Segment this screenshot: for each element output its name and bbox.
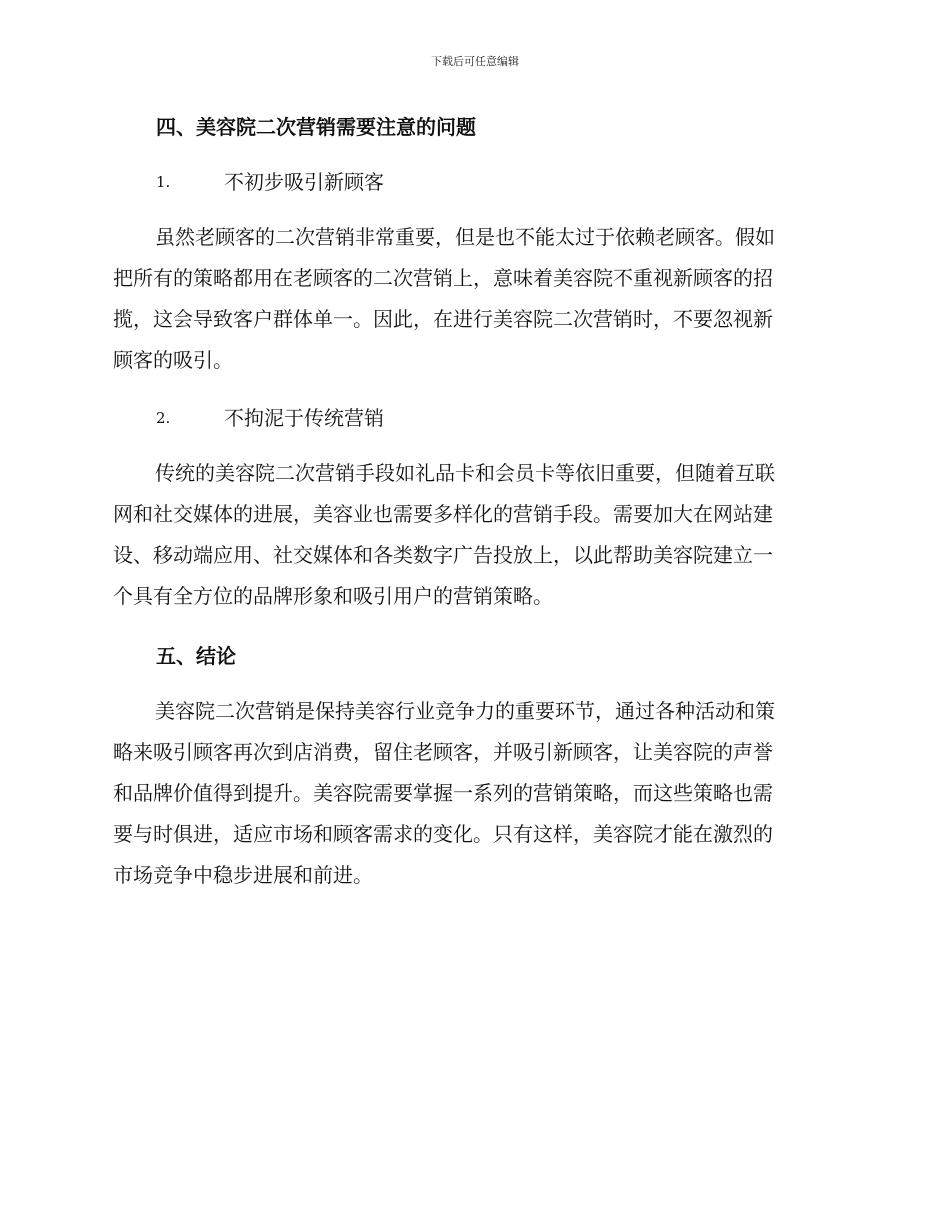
list-item-number: 1. xyxy=(156,173,171,191)
section-heading-4: 四、美容院二次营销需要注意的问题 xyxy=(156,115,476,139)
list-item-title: 不初步吸引新顾客 xyxy=(224,170,384,194)
paragraph-line: 虽然老顾客的二次营销非常重要，但是也不能太过于依赖老顾客。假如 xyxy=(155,225,775,249)
paragraph-line: 传统的美容院二次营销手段如礼品卡和会员卡等依旧重要，但随着互联 xyxy=(155,461,775,485)
paragraph-digital-marketing xyxy=(113,453,831,617)
paragraph-line: 设、移动端应用、社交媒体和各类数字广告投放上，以此帮助美容院建立一 xyxy=(113,543,773,567)
list-item-number: 2. xyxy=(156,409,171,427)
section-heading-5: 五、结论 xyxy=(156,644,236,668)
paragraph-line: 要与时俱进，适应市场和顾客需求的变化。只有这样，美容院才能在激烈的 xyxy=(113,822,773,846)
list-item-title: 不拘泥于传统营销 xyxy=(224,406,384,430)
paragraph-line: 顾客的吸引。 xyxy=(113,348,233,372)
paragraph-line: 网和社交媒体的进展，美容业也需要多样化的营销手段。需要加大在网站建 xyxy=(113,502,773,526)
paragraph-line: 和品牌价值得到提升。美容院需要掌握一系列的营销策略，而这些策略也需 xyxy=(113,781,773,805)
paragraph-line: 个具有全方位的品牌形象和吸引用户的营销策略。 xyxy=(113,584,553,608)
paragraph-line: 揽，这会导致客户群体单一。因此，在进行美容院二次营销时，不要忽视新 xyxy=(113,307,773,331)
paragraph-new-customers xyxy=(113,217,831,381)
paragraph-line: 把所有的策略都用在老顾客的二次营销上，意味着美容院不重视新顾客的招 xyxy=(113,266,773,290)
page-header: 下载后可任意编辑 xyxy=(431,55,519,68)
paragraph-line: 略来吸引顾客再次到店消费，留住老顾客，并吸引新顾客，让美容院的声誉 xyxy=(113,740,773,764)
paragraph-conclusion xyxy=(113,691,831,896)
paragraph-line: 市场竞争中稳步进展和前进。 xyxy=(113,863,373,887)
paragraph-line: 美容院二次营销是保持美容行业竞争力的重要环节，通过各种活动和策 xyxy=(155,699,775,723)
